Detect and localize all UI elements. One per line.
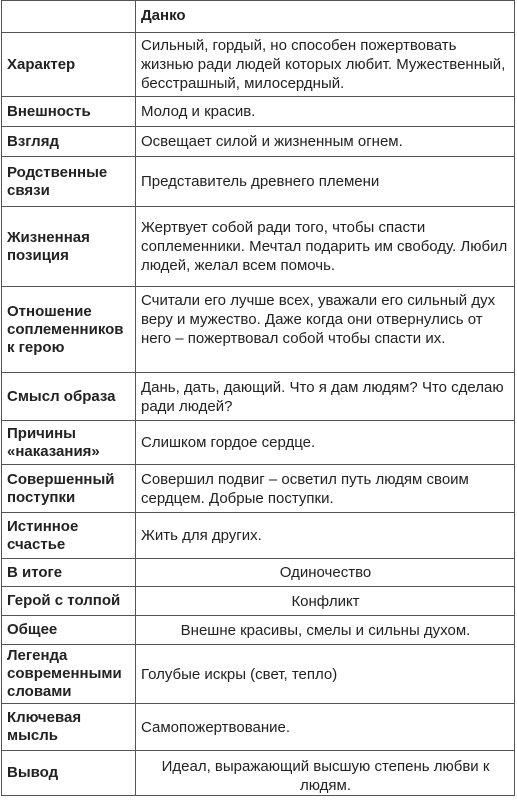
- row-value: Представитель древнего племени: [136, 157, 515, 207]
- row-value: Дань, дать, дающий. Что я дам людям? Что сделаю ради людей?: [136, 373, 515, 421]
- table-row: [2, 465, 515, 513]
- table-row: [2, 559, 515, 587]
- row-value: Считали его лучше всех, уважали его сильный дух веру и мужество. Даже когда они отвернулись от него – пожертвовал собой чтобы спасти их.: [136, 287, 515, 373]
- table-row: [2, 287, 515, 373]
- row-value: Слишком гордое сердце.: [136, 421, 515, 465]
- row-value: Молод и красив.: [136, 97, 515, 127]
- row-value: Жить для других.: [136, 513, 515, 559]
- table-row: [2, 97, 515, 127]
- table-row: [2, 513, 515, 559]
- row-label: Характер: [2, 33, 136, 97]
- table-row: [2, 33, 515, 97]
- header-empty-cell: [2, 1, 136, 33]
- row-value: Самопожертвование.: [136, 704, 515, 751]
- comparison-table: [1, 0, 515, 796]
- table-row: [2, 587, 515, 616]
- row-value: Внешне красивы, смелы и сильны духом.: [136, 616, 515, 645]
- row-label: Взгляд: [2, 127, 136, 157]
- row-value: Конфликт: [136, 587, 515, 616]
- row-value: Жертвует собой ради того, чтобы спасти соплеменники. Мечтал подарить им свободу. Любил людей, желал всем помочь.: [136, 207, 515, 287]
- row-label: Вывод: [2, 751, 136, 796]
- table-row: [2, 616, 515, 645]
- header-title: Данко: [136, 1, 515, 33]
- table-row: [2, 645, 515, 704]
- row-value: Совершил подвиг – осветил путь людям своим сердцем. Добрые поступки.: [136, 465, 515, 513]
- row-label: Причины «наказания»: [2, 421, 136, 465]
- table-row: [2, 421, 515, 465]
- table-header-row: [2, 1, 515, 33]
- row-label: Легенда современными словами: [2, 645, 136, 704]
- table-row: [2, 207, 515, 287]
- row-label: Совершенный поступки: [2, 465, 136, 513]
- table-row: [2, 127, 515, 157]
- table-row: [2, 157, 515, 207]
- row-label: Герой с толпой: [2, 587, 136, 616]
- table-row: [2, 373, 515, 421]
- row-label: Смысл образа: [2, 373, 136, 421]
- row-label: Жизненная позиция: [2, 207, 136, 287]
- row-label: Общее: [2, 616, 136, 645]
- row-label: Ключевая мысль: [2, 704, 136, 751]
- row-value: Освещает силой и жизненным огнем.: [136, 127, 515, 157]
- row-label: Внешность: [2, 97, 136, 127]
- table-row: [2, 704, 515, 751]
- row-value: Идеал, выражающий высшую степень любви к людям.: [136, 751, 515, 796]
- row-label: Отношение соплеменников к герою: [2, 287, 136, 373]
- row-value: Одиночество: [136, 559, 515, 587]
- row-value: Голубые искры (свет, тепло): [136, 645, 515, 704]
- table-row: [2, 751, 515, 796]
- row-label: Истинное счастье: [2, 513, 136, 559]
- row-label: Родственные связи: [2, 157, 136, 207]
- row-label: В итоге: [2, 559, 136, 587]
- row-value: Сильный, гордый, но способен пожертвовать жизнью ради людей которых любит. Мужественный, бесстрашный, милосердный.: [136, 33, 515, 97]
